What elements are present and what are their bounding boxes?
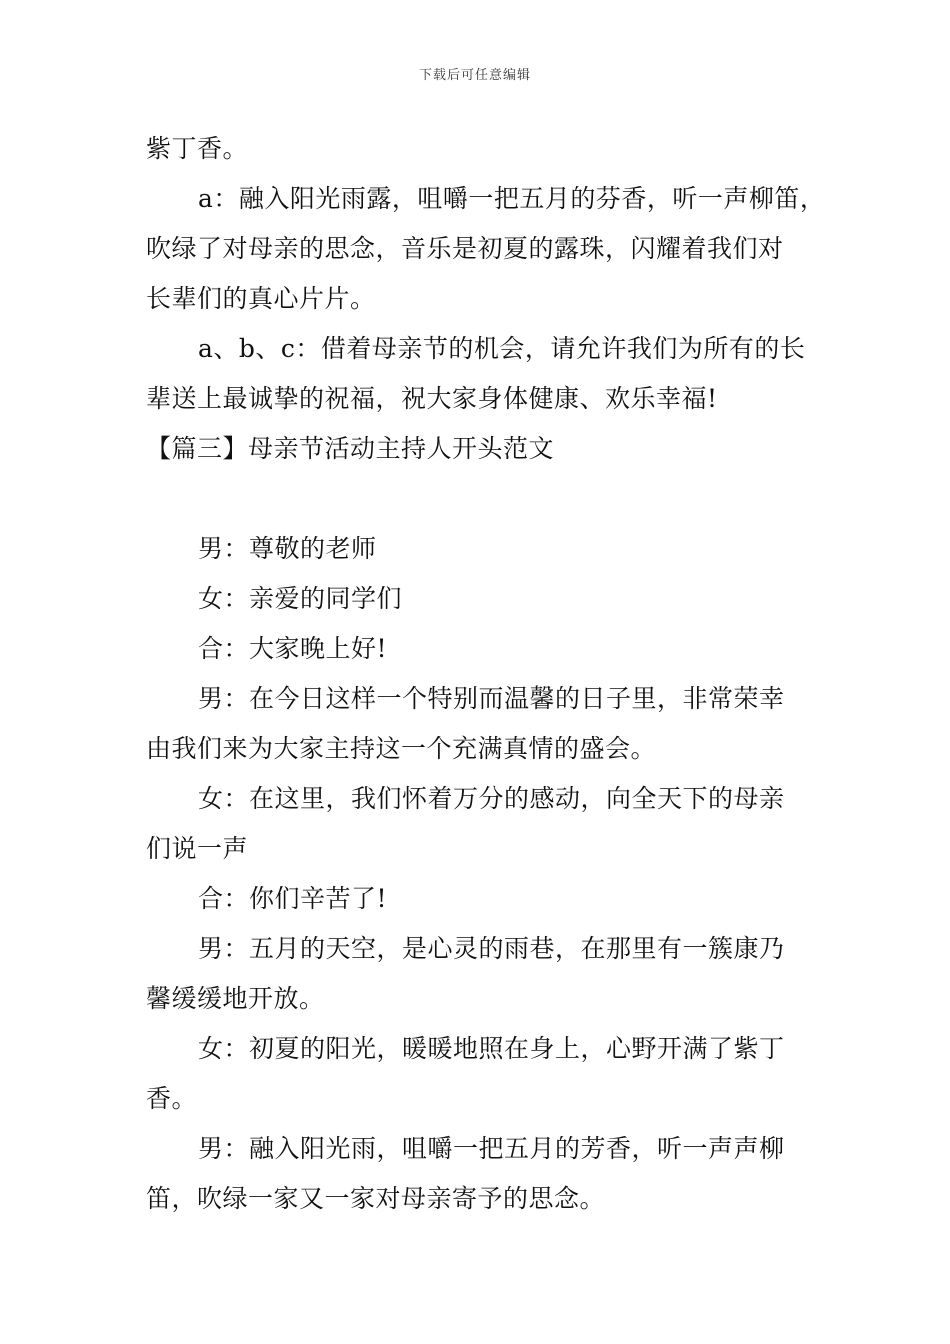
document-body [146, 124, 826, 1224]
text-line: 香。 [146, 1084, 198, 1113]
blank-line [146, 474, 816, 524]
text-line: 馨缓缓地开放。 [146, 984, 325, 1013]
text-line: a、b、c：借着母亲节的机会，请允许我们为所有的长 [198, 334, 806, 363]
text-line: 由我们来为大家主持这一个充满真情的盛会。 [146, 734, 657, 763]
text-line: 长辈们的真心片片。 [146, 284, 376, 313]
text-line: 男：融入阳光雨，咀嚼一把五月的芳香，听一声声柳 [198, 1134, 785, 1163]
text-line: 紫丁香。 [146, 134, 249, 163]
text-line: 男：尊敬的老师 [198, 534, 377, 563]
text-line: 们说一声 [146, 834, 249, 863]
text-line: 辈送上最诚挚的祝福，祝大家身体健康、欢乐幸福! [146, 384, 718, 413]
text-line: 男：在今日这样一个特别而温馨的日子里，非常荣幸 [198, 684, 785, 713]
page-header: 下载后可任意编辑 [418, 68, 531, 83]
text-line: 女：亲爱的同学们 [198, 584, 403, 613]
section-heading: 【篇三】母亲节活动主持人开头范文 [146, 434, 555, 463]
text-line: 笛，吹绿一家又一家对母亲寄予的思念。 [146, 1184, 606, 1213]
text-line: 女：在这里，我们怀着万分的感动，向全天下的母亲 [198, 784, 785, 813]
text-line: 吹绿了对母亲的思念，音乐是初夏的露珠，闪耀着我们对 [146, 234, 784, 263]
text-line: 女：初夏的阳光，暖暖地照在身上，心野开满了紫丁 [198, 1034, 785, 1063]
text-line: a：融入阳光雨露，咀嚼一把五月的芬香，听一声柳笛， [198, 184, 826, 213]
text-line: 合：你们辛苦了! [198, 884, 388, 913]
text-line: 男：五月的天空，是心灵的雨巷，在那里有一簇康乃 [198, 934, 785, 963]
text-line: 合：大家晚上好! [198, 634, 388, 663]
